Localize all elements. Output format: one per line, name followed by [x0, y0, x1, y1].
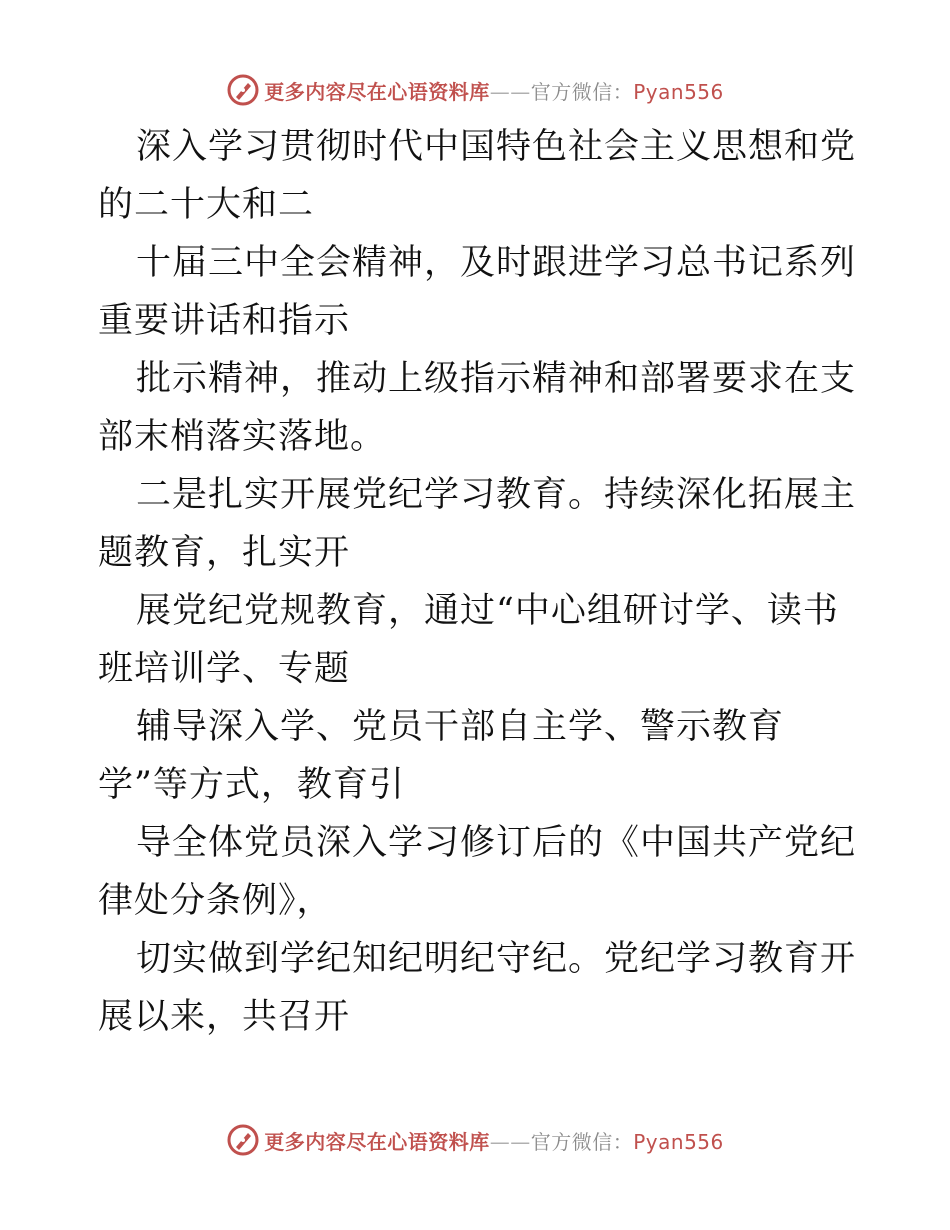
watermark-dash: ——: [489, 79, 531, 104]
paragraph: 批示精神，推动上级指示精神和部署要求在支部末梢落实落地。: [98, 359, 857, 457]
header-watermark: [0, 70, 950, 110]
footer-watermark: [0, 1120, 950, 1160]
watermark-main: 更多内容尽在心语资料库: [264, 1129, 490, 1154]
paragraph: 展党纪党规教育，通过“中心组研讨学、读书班培训学、专题: [98, 591, 839, 689]
watermark-text: [264, 76, 724, 105]
watermark-sub: 官方微信：: [530, 79, 634, 104]
paragraph: 二是扎实开展党纪学习教育。持续深化拓展主题教育，扎实开: [98, 475, 857, 573]
watermark-main: 更多内容尽在心语资料库: [264, 79, 490, 104]
watermark-dash: ——: [489, 1129, 531, 1154]
watermark-sub: 官方微信：: [530, 1129, 634, 1154]
pen-nib-icon: [226, 73, 260, 107]
watermark-id: Pyan556: [633, 1129, 724, 1154]
paragraph: 深入学习贯彻时代中国特色社会主义思想和党的二十大和二: [98, 127, 857, 225]
document-body: [98, 118, 858, 1046]
paragraph: 十届三中全会精神，及时跟进学习总书记系列重要讲话和指示: [98, 243, 857, 341]
pen-nib-icon: [226, 1123, 260, 1157]
watermark-id: Pyan556: [633, 79, 724, 104]
paragraph: 辅导深入学、党员干部自主学、警示教育学”等方式，教育引: [98, 707, 785, 805]
watermark-text: [264, 1126, 724, 1155]
paragraph: 切实做到学纪知纪明纪守纪。党纪学习教育开展以来，共召开: [98, 939, 857, 1037]
paragraph: 导全体党员深入学习修订后的《中国共产党纪律处分条例》，: [98, 823, 857, 921]
